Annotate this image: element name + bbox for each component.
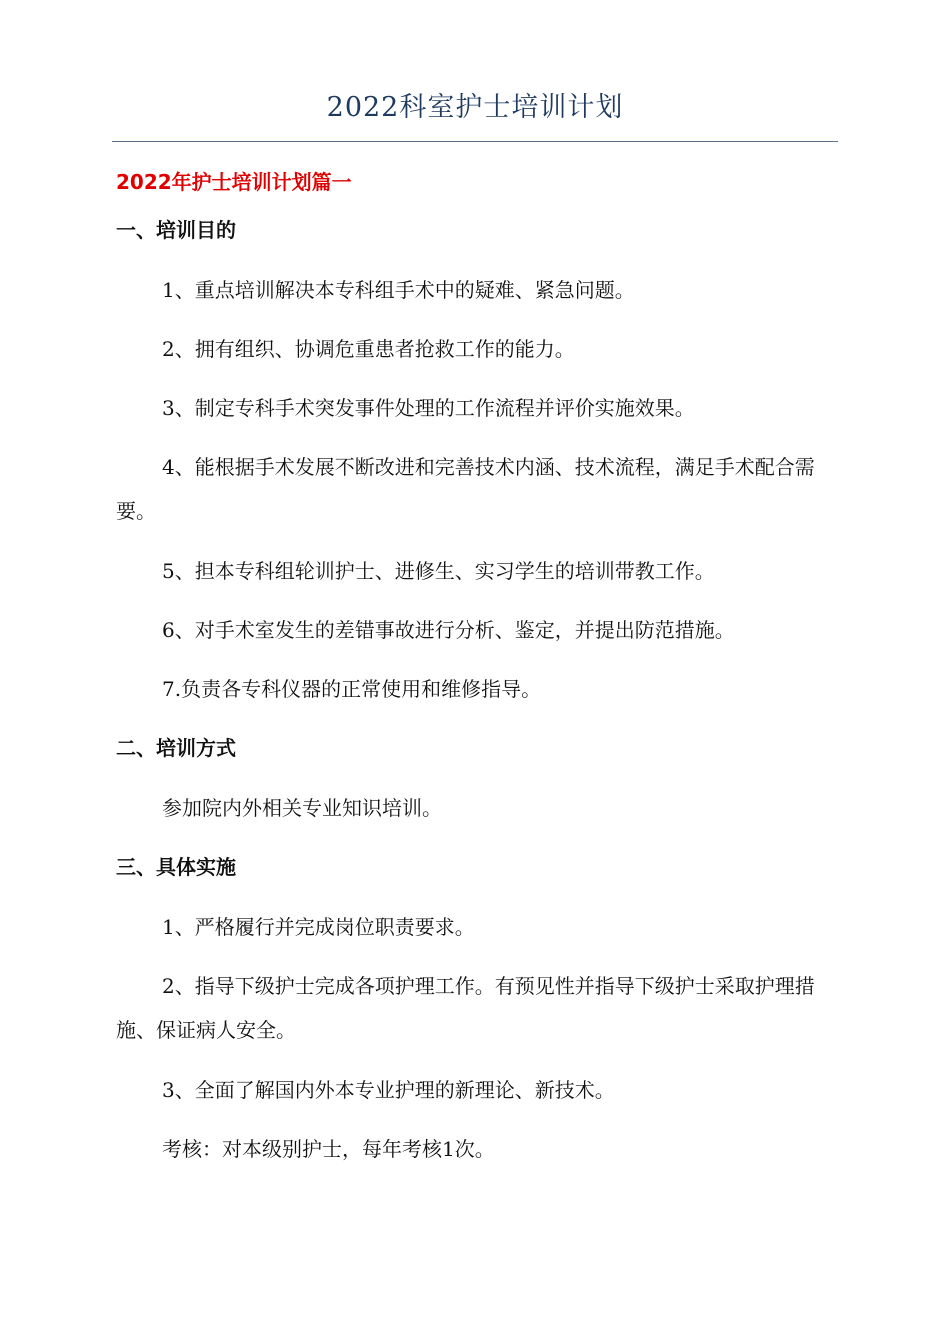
paragraph: 3、全面了解国内外本专业护理的新理论、新技术。 <box>162 1078 615 1102</box>
paragraph: 7.负责各专科仪器的正常使用和维修指导。 <box>162 677 542 701</box>
title-divider <box>112 141 838 142</box>
paragraph: 2、拥有组织、协调危重患者抢救工作的能力。 <box>162 337 575 361</box>
paragraph: 3、制定专科手术突发事件处理的工作流程并评价实施效果。 <box>162 396 695 420</box>
page-title: 2022科室护士培训计划 <box>326 92 624 123</box>
paragraph: 2、指导下级护士完成各项护理工作。有预见性并指导下级护士采取护理措施、保证病人安全。 <box>116 974 815 1042</box>
paragraph: 1、严格履行并完成岗位职责要求。 <box>162 915 475 939</box>
paragraph: 5、担本专科组轮训护士、进修生、实习学生的培训带教工作。 <box>162 559 715 583</box>
paragraph: 6、对手术室发生的差错事故进行分析、鉴定，并提出防范措施。 <box>162 618 735 642</box>
paragraph: 1、重点培训解决本专科组手术中的疑难、紧急问题。 <box>162 278 635 302</box>
paragraph: 4、能根据手术发展不断改进和完善技术内涵、技术流程，满足手术配合需要。 <box>116 455 815 523</box>
section-heading-implementation: 三、具体实施 <box>116 855 236 879</box>
paragraph: 参加院内外相关专业知识培训。 <box>162 796 442 820</box>
document-subtitle: 2022年护士培训计划篇一 <box>116 170 352 194</box>
paragraph: 考核：对本级别护士，每年考核1次。 <box>162 1137 495 1161</box>
section-heading-method: 二、培训方式 <box>116 736 236 760</box>
section-heading-purpose: 一、培训目的 <box>116 218 236 242</box>
